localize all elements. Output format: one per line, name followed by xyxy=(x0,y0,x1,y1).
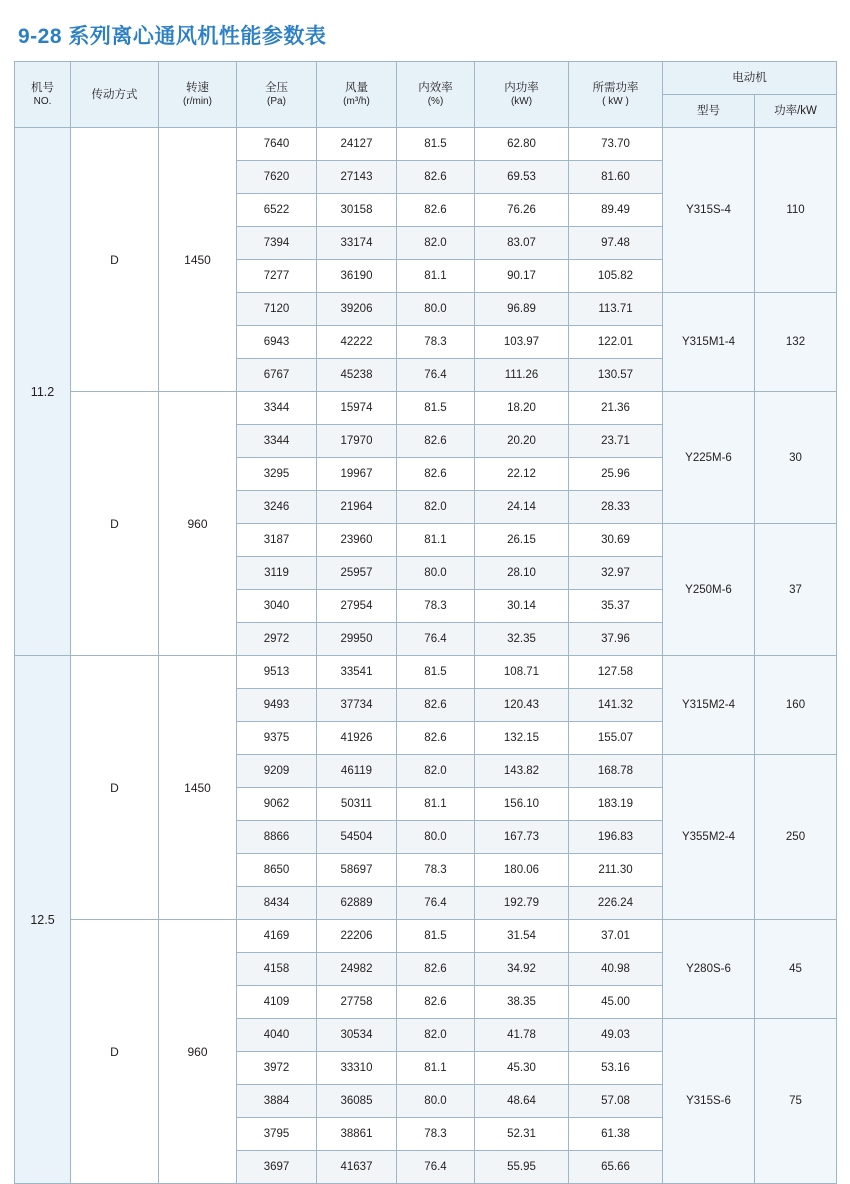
cell-motor-model: Y315S-4 xyxy=(663,128,755,293)
cell-required-power: 21.36 xyxy=(569,392,663,425)
cell-required-power: 30.69 xyxy=(569,524,663,557)
cell-efficiency: 82.6 xyxy=(397,458,475,491)
cell-efficiency: 82.6 xyxy=(397,194,475,227)
cell-air-flow: 54504 xyxy=(317,821,397,854)
header-required-label: 所需功率 xyxy=(592,82,639,95)
cell-efficiency: 81.5 xyxy=(397,128,475,161)
cell-air-flow: 42222 xyxy=(317,326,397,359)
cell-internal-power: 26.15 xyxy=(475,524,569,557)
cell-required-power: 89.49 xyxy=(569,194,663,227)
cell-internal-power: 96.89 xyxy=(475,293,569,326)
cell-air-flow: 21964 xyxy=(317,491,397,524)
cell-required-power: 25.96 xyxy=(569,458,663,491)
cell-air-flow: 24982 xyxy=(317,953,397,986)
cell-efficiency: 76.4 xyxy=(397,1151,475,1184)
cell-air-flow: 41637 xyxy=(317,1151,397,1184)
cell-internal-power: 52.31 xyxy=(475,1118,569,1151)
cell-internal-power: 48.64 xyxy=(475,1085,569,1118)
cell-air-flow: 17970 xyxy=(317,425,397,458)
cell-motor-model: Y315S-6 xyxy=(663,1019,755,1184)
header-pressure-label: 全压 xyxy=(265,82,288,95)
cell-air-flow: 58697 xyxy=(317,854,397,887)
cell-efficiency: 82.6 xyxy=(397,986,475,1019)
cell-efficiency: 82.0 xyxy=(397,227,475,260)
cell-motor-power: 110 xyxy=(755,128,837,293)
cell-motor-model: Y225M-6 xyxy=(663,392,755,524)
cell-air-flow: 33174 xyxy=(317,227,397,260)
cell-total-pressure: 7277 xyxy=(237,260,317,293)
cell-internal-power: 120.43 xyxy=(475,689,569,722)
cell-total-pressure: 7620 xyxy=(237,161,317,194)
header-no-label: 机号 xyxy=(31,82,54,95)
cell-internal-power: 180.06 xyxy=(475,854,569,887)
cell-air-flow: 33541 xyxy=(317,656,397,689)
cell-total-pressure: 6522 xyxy=(237,194,317,227)
cell-air-flow: 25957 xyxy=(317,557,397,590)
cell-required-power: 81.60 xyxy=(569,161,663,194)
cell-required-power: 122.01 xyxy=(569,326,663,359)
cell-efficiency: 80.0 xyxy=(397,557,475,590)
cell-internal-power: 103.97 xyxy=(475,326,569,359)
header-speed-label: 转速 xyxy=(186,82,209,95)
cell-total-pressure: 3040 xyxy=(237,590,317,623)
cell-efficiency: 80.0 xyxy=(397,293,475,326)
cell-internal-power: 18.20 xyxy=(475,392,569,425)
cell-efficiency: 82.6 xyxy=(397,953,475,986)
cell-internal-power: 28.10 xyxy=(475,557,569,590)
cell-total-pressure: 6767 xyxy=(237,359,317,392)
cell-internal-power: 31.54 xyxy=(475,920,569,953)
cell-total-pressure: 9513 xyxy=(237,656,317,689)
cell-efficiency: 81.1 xyxy=(397,260,475,293)
header-motor-kw: 功率/kW xyxy=(755,95,837,128)
cell-efficiency: 78.3 xyxy=(397,1118,475,1151)
cell-air-flow: 15974 xyxy=(317,392,397,425)
cell-internal-power: 55.95 xyxy=(475,1151,569,1184)
cell-efficiency: 76.4 xyxy=(397,359,475,392)
cell-efficiency: 82.6 xyxy=(397,722,475,755)
header-speed xyxy=(159,62,237,128)
cell-required-power: 53.16 xyxy=(569,1052,663,1085)
cell-required-power: 37.96 xyxy=(569,623,663,656)
cell-total-pressure: 4169 xyxy=(237,920,317,953)
cell-internal-power: 108.71 xyxy=(475,656,569,689)
cell-drive-type: D xyxy=(71,656,159,920)
cell-required-power: 65.66 xyxy=(569,1151,663,1184)
cell-required-power: 183.19 xyxy=(569,788,663,821)
cell-motor-power: 37 xyxy=(755,524,837,656)
cell-internal-power: 22.12 xyxy=(475,458,569,491)
cell-internal-power: 32.35 xyxy=(475,623,569,656)
cell-efficiency: 78.3 xyxy=(397,326,475,359)
cell-total-pressure: 4040 xyxy=(237,1019,317,1052)
cell-efficiency: 78.3 xyxy=(397,590,475,623)
cell-air-flow: 27143 xyxy=(317,161,397,194)
cell-fan-no: 11.2 xyxy=(15,128,71,656)
cell-efficiency: 82.0 xyxy=(397,1019,475,1052)
cell-efficiency: 81.5 xyxy=(397,656,475,689)
cell-total-pressure: 7120 xyxy=(237,293,317,326)
cell-efficiency: 80.0 xyxy=(397,1085,475,1118)
cell-required-power: 141.32 xyxy=(569,689,663,722)
cell-internal-power: 156.10 xyxy=(475,788,569,821)
cell-internal-power: 167.73 xyxy=(475,821,569,854)
cell-motor-power: 45 xyxy=(755,920,837,1019)
header-power xyxy=(475,62,569,128)
page-title: 9-28 系列离心通风机性能参数表 xyxy=(18,25,327,48)
cell-efficiency: 82.6 xyxy=(397,425,475,458)
cell-total-pressure: 3344 xyxy=(237,425,317,458)
cell-speed: 1450 xyxy=(159,656,237,920)
cell-total-pressure: 9493 xyxy=(237,689,317,722)
cell-internal-power: 62.80 xyxy=(475,128,569,161)
cell-air-flow: 23960 xyxy=(317,524,397,557)
cell-efficiency: 81.1 xyxy=(397,524,475,557)
cell-required-power: 196.83 xyxy=(569,821,663,854)
cell-required-power: 32.97 xyxy=(569,557,663,590)
header-motor: 电动机 xyxy=(663,62,837,95)
cell-required-power: 37.01 xyxy=(569,920,663,953)
cell-efficiency: 78.3 xyxy=(397,854,475,887)
cell-efficiency: 82.0 xyxy=(397,755,475,788)
cell-efficiency: 82.6 xyxy=(397,161,475,194)
header-efficiency-sub: (%) xyxy=(427,95,444,107)
cell-internal-power: 69.53 xyxy=(475,161,569,194)
table-row xyxy=(15,392,837,425)
cell-total-pressure: 9209 xyxy=(237,755,317,788)
table-header xyxy=(15,62,837,128)
cell-total-pressure: 3295 xyxy=(237,458,317,491)
header-pressure-sub: (Pa) xyxy=(267,95,286,107)
cell-internal-power: 111.26 xyxy=(475,359,569,392)
cell-required-power: 45.00 xyxy=(569,986,663,1019)
cell-motor-power: 160 xyxy=(755,656,837,755)
cell-air-flow: 33310 xyxy=(317,1052,397,1085)
cell-internal-power: 30.14 xyxy=(475,590,569,623)
header-no xyxy=(15,62,71,128)
cell-total-pressure: 6943 xyxy=(237,326,317,359)
header-required-power xyxy=(569,62,663,128)
cell-speed: 960 xyxy=(159,392,237,656)
header-flow-sub: (m³/h) xyxy=(343,95,370,107)
cell-motor-model: Y315M1-4 xyxy=(663,293,755,392)
header-efficiency xyxy=(397,62,475,128)
cell-air-flow: 62889 xyxy=(317,887,397,920)
cell-drive-type: D xyxy=(71,920,159,1184)
header-speed-sub: (r/min) xyxy=(183,95,212,107)
cell-motor-power: 250 xyxy=(755,755,837,920)
header-power-label: 内功率 xyxy=(504,82,539,95)
cell-air-flow: 46119 xyxy=(317,755,397,788)
cell-efficiency: 81.5 xyxy=(397,392,475,425)
cell-air-flow: 27954 xyxy=(317,590,397,623)
cell-required-power: 28.33 xyxy=(569,491,663,524)
cell-air-flow: 30158 xyxy=(317,194,397,227)
cell-motor-power: 30 xyxy=(755,392,837,524)
cell-motor-model: Y355M2-4 xyxy=(663,755,755,920)
cell-total-pressure: 3795 xyxy=(237,1118,317,1151)
header-power-sub: (kW) xyxy=(510,95,533,107)
cell-air-flow: 30534 xyxy=(317,1019,397,1052)
cell-air-flow: 41926 xyxy=(317,722,397,755)
cell-total-pressure: 2972 xyxy=(237,623,317,656)
cell-motor-power: 132 xyxy=(755,293,837,392)
cell-air-flow: 22206 xyxy=(317,920,397,953)
header-drive: 传动方式 xyxy=(71,62,159,128)
cell-total-pressure: 3187 xyxy=(237,524,317,557)
cell-efficiency: 82.6 xyxy=(397,689,475,722)
cell-required-power: 35.37 xyxy=(569,590,663,623)
cell-drive-type: D xyxy=(71,392,159,656)
cell-speed: 960 xyxy=(159,920,237,1184)
cell-motor-model: Y250M-6 xyxy=(663,524,755,656)
cell-required-power: 49.03 xyxy=(569,1019,663,1052)
cell-total-pressure: 7640 xyxy=(237,128,317,161)
cell-required-power: 57.08 xyxy=(569,1085,663,1118)
cell-internal-power: 20.20 xyxy=(475,425,569,458)
table-body xyxy=(15,128,837,1184)
cell-required-power: 130.57 xyxy=(569,359,663,392)
cell-air-flow: 50311 xyxy=(317,788,397,821)
cell-air-flow: 36085 xyxy=(317,1085,397,1118)
cell-internal-power: 34.92 xyxy=(475,953,569,986)
cell-required-power: 40.98 xyxy=(569,953,663,986)
cell-efficiency: 81.5 xyxy=(397,920,475,953)
cell-air-flow: 45238 xyxy=(317,359,397,392)
cell-air-flow: 29950 xyxy=(317,623,397,656)
cell-efficiency: 76.4 xyxy=(397,623,475,656)
cell-efficiency: 80.0 xyxy=(397,821,475,854)
cell-efficiency: 81.1 xyxy=(397,1052,475,1085)
table-row xyxy=(15,920,837,953)
cell-required-power: 73.70 xyxy=(569,128,663,161)
cell-required-power: 226.24 xyxy=(569,887,663,920)
cell-efficiency: 81.1 xyxy=(397,788,475,821)
header-flow-label: 风量 xyxy=(345,82,368,95)
cell-total-pressure: 3246 xyxy=(237,491,317,524)
header-required-sub: ( kW ) xyxy=(602,95,629,107)
cell-motor-model: Y315M2-4 xyxy=(663,656,755,755)
cell-motor-model: Y280S-6 xyxy=(663,920,755,1019)
cell-required-power: 127.58 xyxy=(569,656,663,689)
cell-efficiency: 82.0 xyxy=(397,491,475,524)
cell-total-pressure: 9062 xyxy=(237,788,317,821)
cell-motor-power: 75 xyxy=(755,1019,837,1184)
cell-internal-power: 83.07 xyxy=(475,227,569,260)
cell-internal-power: 38.35 xyxy=(475,986,569,1019)
header-efficiency-label: 内效率 xyxy=(418,82,453,95)
cell-internal-power: 90.17 xyxy=(475,260,569,293)
cell-air-flow: 27758 xyxy=(317,986,397,1019)
cell-air-flow: 36190 xyxy=(317,260,397,293)
cell-total-pressure: 3697 xyxy=(237,1151,317,1184)
cell-efficiency: 76.4 xyxy=(397,887,475,920)
cell-air-flow: 39206 xyxy=(317,293,397,326)
cell-total-pressure: 3884 xyxy=(237,1085,317,1118)
header-motor-model: 型号 xyxy=(663,95,755,128)
cell-internal-power: 143.82 xyxy=(475,755,569,788)
cell-internal-power: 132.15 xyxy=(475,722,569,755)
cell-air-flow: 37734 xyxy=(317,689,397,722)
table-row xyxy=(15,128,837,161)
cell-total-pressure: 3972 xyxy=(237,1052,317,1085)
cell-required-power: 61.38 xyxy=(569,1118,663,1151)
cell-air-flow: 24127 xyxy=(317,128,397,161)
cell-air-flow: 19967 xyxy=(317,458,397,491)
cell-required-power: 105.82 xyxy=(569,260,663,293)
cell-drive-type: D xyxy=(71,128,159,392)
header-flow xyxy=(317,62,397,128)
cell-internal-power: 76.26 xyxy=(475,194,569,227)
cell-internal-power: 24.14 xyxy=(475,491,569,524)
cell-required-power: 23.71 xyxy=(569,425,663,458)
cell-total-pressure: 8650 xyxy=(237,854,317,887)
cell-air-flow: 38861 xyxy=(317,1118,397,1151)
cell-total-pressure: 8434 xyxy=(237,887,317,920)
cell-required-power: 113.71 xyxy=(569,293,663,326)
cell-total-pressure: 8866 xyxy=(237,821,317,854)
cell-internal-power: 192.79 xyxy=(475,887,569,920)
cell-required-power: 168.78 xyxy=(569,755,663,788)
cell-required-power: 211.30 xyxy=(569,854,663,887)
table-row xyxy=(15,656,837,689)
cell-total-pressure: 4158 xyxy=(237,953,317,986)
cell-required-power: 97.48 xyxy=(569,227,663,260)
cell-fan-no: 12.5 xyxy=(15,656,71,1184)
cell-total-pressure: 7394 xyxy=(237,227,317,260)
cell-total-pressure: 3344 xyxy=(237,392,317,425)
cell-total-pressure: 3119 xyxy=(237,557,317,590)
cell-total-pressure: 4109 xyxy=(237,986,317,1019)
cell-required-power: 155.07 xyxy=(569,722,663,755)
performance-table xyxy=(14,61,837,1184)
cell-total-pressure: 9375 xyxy=(237,722,317,755)
header-no-sub: NO. xyxy=(33,95,52,107)
cell-internal-power: 41.78 xyxy=(475,1019,569,1052)
cell-speed: 1450 xyxy=(159,128,237,392)
header-pressure xyxy=(237,62,317,128)
cell-internal-power: 45.30 xyxy=(475,1052,569,1085)
